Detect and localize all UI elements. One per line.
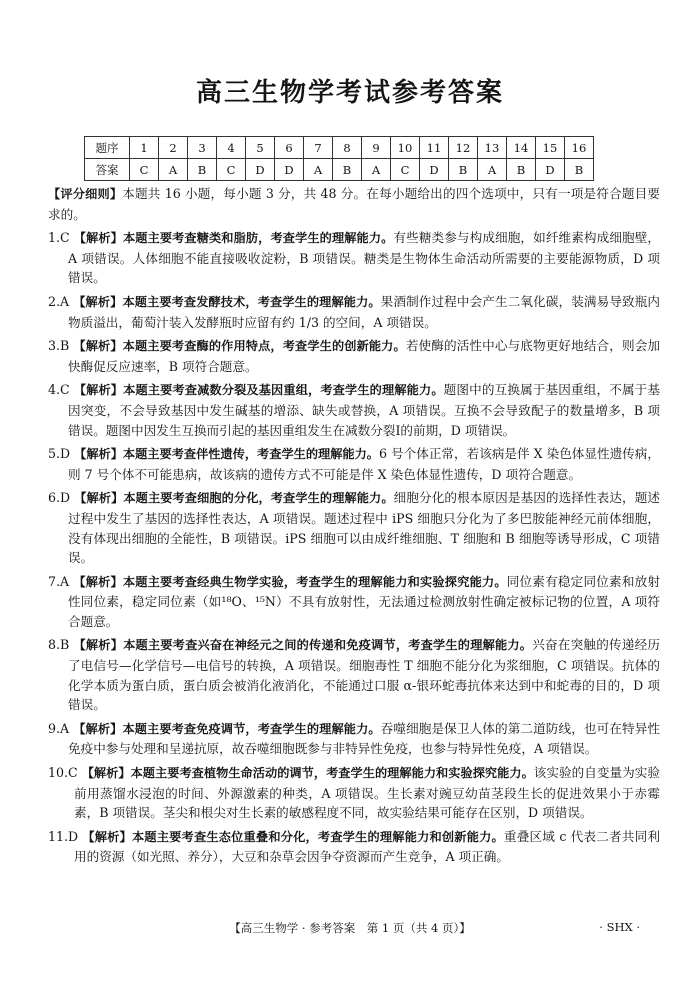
question-number-cell: 3 — [188, 137, 217, 159]
answer-cell: C — [130, 159, 159, 181]
footer-text: 【高三生物学 · 参考答案 第 1 页（共 4 页）】 — [229, 921, 471, 935]
item-tag: 【解析】 — [73, 721, 123, 736]
item-number: 6.D — [48, 490, 71, 506]
answer-cell: A — [304, 159, 333, 181]
item-number: 4.C — [48, 382, 70, 398]
question-number-cell: 16 — [565, 137, 594, 159]
scoring-tag: 【评分细则】 — [48, 187, 123, 201]
question-number-cell: 1 — [130, 137, 159, 159]
item-topic: 本题主要考查伴性遗传，考查学生的理解能力。 — [122, 447, 379, 462]
explanation-item — [48, 719, 660, 759]
explanation-item — [48, 336, 660, 376]
item-text: 果酒制作过程中会产生二氧化碳，装满易导致瓶内物质溢出，葡萄汁装入发酵瓶时应留有约 1/3 的空间，A 项错误。 — [68, 293, 661, 330]
item-number: 10.C — [48, 765, 78, 781]
answer-cell: D — [275, 159, 304, 181]
answer-cell: A — [159, 159, 188, 181]
explanation-item — [48, 228, 660, 288]
item-number: 9.A — [48, 720, 70, 736]
item-tag: 【解析】 — [73, 574, 123, 589]
answer-cell: C — [217, 159, 246, 181]
item-number: 3.B — [48, 338, 70, 354]
item-tag: 【解析】 — [82, 829, 132, 844]
item-topic: 本题主要考查兴奋在神经元之间的传递和免疫调节，考查学生的理解能力。 — [123, 638, 533, 653]
item-number: 7.A — [48, 573, 70, 589]
explanation-item — [48, 488, 660, 567]
item-tag: 【解析】 — [73, 339, 123, 354]
answer-cell: D — [420, 159, 449, 181]
item-tag: 【解析】 — [73, 231, 123, 246]
item-text: 该实验的自变量为实验前用蒸馏水浸泡的时间、外源激素的种类，A 项错误。生长素对豌豆幼苗茎段生长的促进效果小于赤霉素，B 项错误。茎尖和根尖对生长素的敏感程度不同，故实验结果可能存在区别，D 项错误。 — [74, 765, 661, 821]
question-number-cell: 14 — [507, 137, 536, 159]
answer-cell: D — [536, 159, 565, 181]
item-number: 1.C — [48, 230, 70, 246]
item-tag: 【解析】 — [73, 294, 123, 309]
answer-cell: B — [333, 159, 362, 181]
scoring-rules — [48, 184, 660, 224]
item-tag: 【解析】 — [74, 491, 124, 506]
item-tag: 【解析】 — [73, 383, 124, 398]
explanation-item — [48, 292, 660, 332]
answer-table-row2-label: 答案 — [85, 159, 130, 181]
item-topic: 本题主要考查细胞的分化，考查学生的理解能力。 — [123, 491, 394, 506]
answer-cell: B — [188, 159, 217, 181]
answer-table-row1-label: 题序 — [85, 137, 130, 159]
item-number: 2.A — [48, 293, 70, 309]
answer-cell: D — [246, 159, 275, 181]
item-text: 同位素有稳定同位素和放射性同位素，稳定同位素（如¹⁸O、¹⁵N）不具有放射性，无法通过检测放射性确定被标记物的位置，A 项符合题意。 — [68, 573, 661, 629]
answer-cell: B — [507, 159, 536, 181]
answer-cell: B — [449, 159, 478, 181]
item-text: 题图中的互换属于基因重组，不属于基因突变，不会导致基因中发生碱基的增添、缺失或替换，A 项错误。互换不会导致配子的数量增多，B 项错误。题图中因发生互换而引起的基因重组发生在减数分裂Ⅰ的前期，D 项错误。 — [68, 382, 660, 438]
explanation-item — [48, 827, 660, 867]
item-topic: 本题主要考查糖类和脂肪，考查学生的理解能力。 — [122, 231, 394, 246]
question-number-cell: 8 — [333, 137, 362, 159]
item-number: 8.B — [48, 637, 70, 653]
item-tag: 【解析】 — [74, 447, 123, 462]
item-topic: 本题主要考查免疫调节，考查学生的理解能力。 — [122, 721, 381, 736]
item-text: 6 号个体正常，若该病是伴 X 染色体显性遗传病，则 7 号个体不可能患病，故该病的遗传方式不可能是伴 X 染色体显性遗传，D 项符合题意。 — [68, 446, 660, 482]
question-number-cell: 5 — [246, 137, 275, 159]
answer-cell: A — [362, 159, 391, 181]
answer-content — [48, 184, 660, 871]
answer-cell: C — [391, 159, 420, 181]
question-number-cell: 15 — [536, 137, 565, 159]
question-number-cell: 6 — [275, 137, 304, 159]
answer-table-number-row — [85, 137, 594, 159]
item-topic: 本题主要考查酶的作用特点，考查学生的创新能力。 — [122, 339, 406, 354]
item-topic: 本题主要考查经典生物学实验，考查学生的理解能力和实验探究能力。 — [122, 574, 507, 589]
answer-table — [84, 136, 594, 181]
item-topic: 本题主要考查生态位重叠和分化，考查学生的理解能力和创新能力。 — [131, 829, 504, 844]
explanation-item — [48, 635, 660, 714]
item-topic: 本题主要考查减数分裂及基因重组，考查学生的理解能力。 — [123, 383, 444, 398]
item-number: 5.D — [48, 446, 71, 462]
explanation-item — [48, 572, 660, 632]
scoring-text: 本题共 16 小题，每小题 3 分，共 48 分。在每小题给出的四个选项中，只有一项是符合题目要求的。 — [48, 186, 660, 222]
explanation-item — [48, 444, 660, 484]
item-text: 细胞分化的根本原因是基因的选择性表达，题述过程中发生了基因的选择性表达，A 项错误。题述过程中 iPS 细胞只分化为了多巴胺能神经元前体细胞，没有体现出细胞的全能性，B 项错误。iPS 细胞可以由成纤维细胞、T 细胞和 B 细胞等诱导形成，C 项错误。 — [68, 490, 661, 566]
question-number-cell: 10 — [391, 137, 420, 159]
explanation-item — [48, 763, 660, 823]
answer-table-answer-row — [85, 159, 594, 181]
item-topic: 本题主要考查植物生命活动的调节，考查学生的理解能力和实验探究能力。 — [130, 766, 534, 781]
item-text: 若使酶的活性中心与底物更好地结合，则会加快酶促反应速率，B 项符合题意。 — [68, 338, 661, 374]
explanation-list — [48, 228, 660, 867]
answer-cell: B — [565, 159, 594, 181]
question-number-cell: 2 — [159, 137, 188, 159]
question-number-cell: 4 — [217, 137, 246, 159]
item-text: 重叠区域 c 代表二者共同利用的资源（如光照、养分），大豆和杂草会因争夺资源而产生竞争，A 项正确。 — [74, 828, 661, 865]
question-number-cell: 13 — [478, 137, 507, 159]
item-text: 吞噬细胞是保卫人体的第二道防线，也可在特异性免疫中参与处理和呈递抗原，故吞噬细胞既参与非特异性免疫，也参与特异性免疫，A 项错误。 — [68, 720, 661, 757]
question-number-cell: 9 — [362, 137, 391, 159]
footer-code: · SHX · — [599, 920, 640, 934]
explanation-item — [48, 380, 660, 440]
item-tag: 【解析】 — [73, 638, 124, 653]
item-text: 兴奋在突触的传递经历了电信号—化学信号—电信号的转换，A 项错误。细胞毒性 T 细胞不能分化为浆细胞，C 项错误。抗体的化学本质为蛋白质，蛋白质会被消化液消化，不能通过口服 α-银环蛇毒抗体来达到中和蛇毒的目的，D 项错误。 — [68, 637, 661, 713]
item-number: 11.D — [48, 828, 79, 844]
answer-cell: A — [478, 159, 507, 181]
item-topic: 本题主要考查发酵技术，考查学生的理解能力。 — [122, 294, 381, 309]
item-tag: 【解析】 — [81, 766, 131, 781]
question-number-cell: 7 — [304, 137, 333, 159]
page-title: 高三生物学考试参考答案 — [195, 78, 504, 108]
item-text: 有些糖类参与构成细胞，如纤维素构成细胞壁，A 项错误。人体细胞不能直接吸收淀粉，B 项错误。糖类是生物体生命活动所需要的主要能源物质，D 项错误。 — [68, 230, 661, 286]
question-number-cell: 11 — [420, 137, 449, 159]
question-number-cell: 12 — [449, 137, 478, 159]
page-footer — [0, 920, 700, 936]
